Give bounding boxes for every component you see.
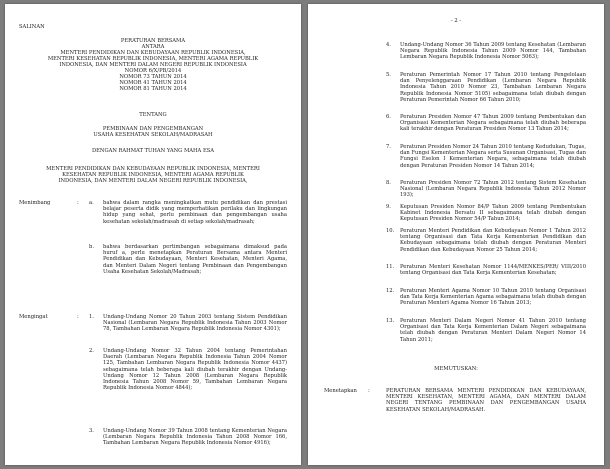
ministers-line: KESEHATAN REPUBLIK INDONESIA, MENTERI AGAMA REPUBLIK	[62, 172, 244, 178]
decree-number: NOMOR 81 TAHUN 2014	[119, 86, 187, 92]
tentang-heading: TENTANG	[139, 112, 167, 118]
title-line: PERATURAN BERSAMA	[120, 38, 186, 44]
title-line: MENTERI PENDIDIKAN DAN KEBUDAYAAN REPUBLIK INDONESIA,	[60, 50, 246, 56]
menetapkan-text: PERATURAN BERSAMA MENTERI PENDIDIKAN DAN KEBUDAYAAN, MENTERI KESEHATAN, MENTERI AGAMA, DAN MENTERI DALAM NEGERI TENTANG PEMBINAAN DAN PENGEMBANGAN USAHA KESEHATAN SEKOLAH/MADRASAH.	[386, 388, 586, 413]
colon: :	[368, 388, 370, 394]
menimbang-item: a. bahwa dalam rangka meningkatkan mutu pendidikan dan prestasi belajar peserta didik yang memperhatikan perilaku dan lingkungan hidup yang sehat, perlu pembinaan dan pengembangan usaha kesehatan sekolah/madrasah di setiap sekolah/madrasah;	[89, 200, 287, 225]
mengingat-item: 1. Undang-Undang Nomor 20 Tahun 2003 tentang Sistem Pendidikan Nasional (Lembaran Negara Republik Indonesia Tahun 2003 Nomor 78, Tambahan Lembaran Negara Republik Indonesia Nomor 4301);	[89, 314, 287, 333]
menetapkan-label: Menetapkan	[324, 388, 357, 394]
memutuskan-heading: MEMUTUSKAN:	[434, 366, 478, 372]
mengingat-item: 13. Peraturan Menteri Dalam Negeri Nomor 41 Tahun 2010 tentang Organisasi dan Tata Kerja Kementerian Dalam Negeri sebagaimana telah diubah dengan Peraturan Menteri Dalam Negeri Nomor 14 Tahun 2011;	[386, 318, 586, 343]
mengingat-item: 6. Peraturan Presiden Nomor 47 Tahun 2009 tentang Pembentukan dan Organisasi Kementerian Negara sebagaimana telah diubah beberapa kali terakhir dengan Peraturan Presiden Nomor 13 Tahun 2014;	[386, 114, 586, 133]
decree-number: NOMOR 41 TAHUN 2014	[119, 80, 187, 86]
decree-number: NOMOR 6/X/PB/2014	[124, 68, 182, 74]
title-line: INDONESIA, DAN MENTERI DALAM NEGERI REPUBLIK INDONESIA	[59, 62, 247, 68]
mengingat-item: 4. Undang-Undang Nomor 36 Tahun 2009 tentang Kesehatan (Lembaran Negara Republik Indonesia Tahun 2009 Nomor 144, Tambahan Lembaran Negara Republik Indonesia Nomor 5063);	[386, 42, 586, 61]
mengingat-label: Mengingat	[19, 314, 48, 320]
document-page-2	[308, 4, 604, 465]
ministers-line: MENTERI PENDIDIKAN DAN KEBUDAYAAN REPUBLIK INDONESIA, MENTERI	[46, 166, 260, 172]
page-number: - 2 -	[450, 18, 462, 24]
decree-number: NOMOR 73 TAHUN 2014	[119, 74, 187, 80]
subject-line: PEMBINAAN DAN PENGEMBANGAN	[102, 126, 204, 132]
salinan-label: SALINAN	[19, 24, 45, 30]
colon: :	[77, 314, 79, 320]
mengingat-item: 10. Peraturan Menteri Pendidikan dan Kebudayaan Nomor 1 Tahun 2012 tentang Organisasi dan Tata Kerja Kementerian Pendidikan dan Kebudayaan sebagaimana telah diubah dengan Peraturan Menteri Pendidikan dan Kebudayaan Nomor 25 Tahun 2014;	[386, 228, 586, 253]
menimbang-item: b. bahwa berdasarkan pertimbangan sebagaimana dimaksud pada huruf a, perlu menetapkan Peraturan Bersama antara Menteri Pendidikan dan Kebudayaan, Menteri Kesehatan, Menteri Agama, dan Menteri Dalam Negeri tentang Pembinaan dan Pengembangan Usaha Kesehatan Sekolah/Madrasah;	[89, 244, 287, 275]
document-page-1	[5, 4, 301, 465]
title-line: ANTARA	[141, 44, 165, 50]
mengingat-item: 3. Undang-Undang Nomor 39 Tahun 2008 tentang Kementerian Negara (Lembaran Negara Republik Indonesia Tahun 2008 Nomor 166, Tambahan Lembaran Negara Republik Indonesia Nomor 4916);	[89, 428, 287, 447]
rahmat-line: DENGAN RAHMAT TUHAN YANG MAHA ESA	[91, 148, 215, 154]
mengingat-item: 11. Peraturan Menteri Kesehatan Nomor 1144/MENKES/PER/ VIII/2010 tentang Organisasi dan Tata Kerja Kementerian Kesehatan;	[386, 264, 586, 277]
title-line: MENTERI KESEHATAN REPUBLIK INDONESIA, MENTERI AGAMA REPUBLIK	[47, 56, 259, 62]
mengingat-item: 8. Peraturan Presiden Nomor 72 Tahun 2012 tentang Sistem Kesehatan Nasional (Lembaran Negara Republik Indonesia Tahun 2012 Nomor 193);	[386, 180, 586, 199]
mengingat-item: 9. Keputusan Presiden Nomor 84/P Tahun 2009 tentang Pembentukan Kabinet Indonesia Bersatu II sebagaimana telah diubah dengan Keputusan Presiden Nomor 54/P Tahun 2014;	[386, 204, 586, 223]
mengingat-item: 2. Undang-Undang Nomor 32 Tahun 2004 tentang Pemerintahan Daerah (Lembaran Negara Republik Indonesia Tahun 2004 Nomor 125, Tambahan Lembaran Negara Republik Indonesia Nomor 4437) sebagaimana telah beberapa kali diubah terakhir dengan Undang-Undang Nomor 12 Tahun 2008 (Lembaran Negara Republik Indonesia Tahun 2008 Nomor 59, Tambahan Lembaran Negara Republik Indonesia Nomor 4844);	[89, 348, 287, 392]
menimbang-label: Menimbang	[19, 200, 51, 206]
colon: :	[77, 200, 79, 206]
ministers-line: INDONESIA, DAN MENTERI DALAM NEGERI REPUBLIK INDONESIA,	[58, 178, 248, 184]
subject-line: USAHA KESEHATAN SEKOLAH/MADRASAH	[93, 132, 213, 138]
mengingat-item: 5. Peraturan Pemerintah Nomor 17 Tahun 2010 tentang Pengelolaan dan Penyelenggaraan Pendidikan (Lembaran Negara Republik Indonesia Tahun 2010 Nomor 23, Tambahan Lembaran Negara Republik Indonesia Nomor 5105) sebagaimana telah diubah dengan Peraturan Pemerintah Nomor 66 Tahun 2010;	[386, 72, 586, 103]
mengingat-item: 7. Peraturan Presiden Nomor 24 Tahun 2010 tentang Kedudukan, Tugas, dan Fungsi Kementerian Negara serta Susunan Organisasi, Tugas dan Fungsi Eselon I Kementerian Negara, sebagaimana telah diubah dengan Peraturan Presiden Nomor 14 Tahun 2014;	[386, 144, 586, 169]
mengingat-item: 12. Peraturan Menteri Agama Nomor 10 Tahun 2010 tentang Organisasi dan Tata Kerja Kementerian Agama sebagaimana telah diubah dengan Peraturan Menteri Agama Nomor 16 Tahun 2013;	[386, 288, 586, 307]
